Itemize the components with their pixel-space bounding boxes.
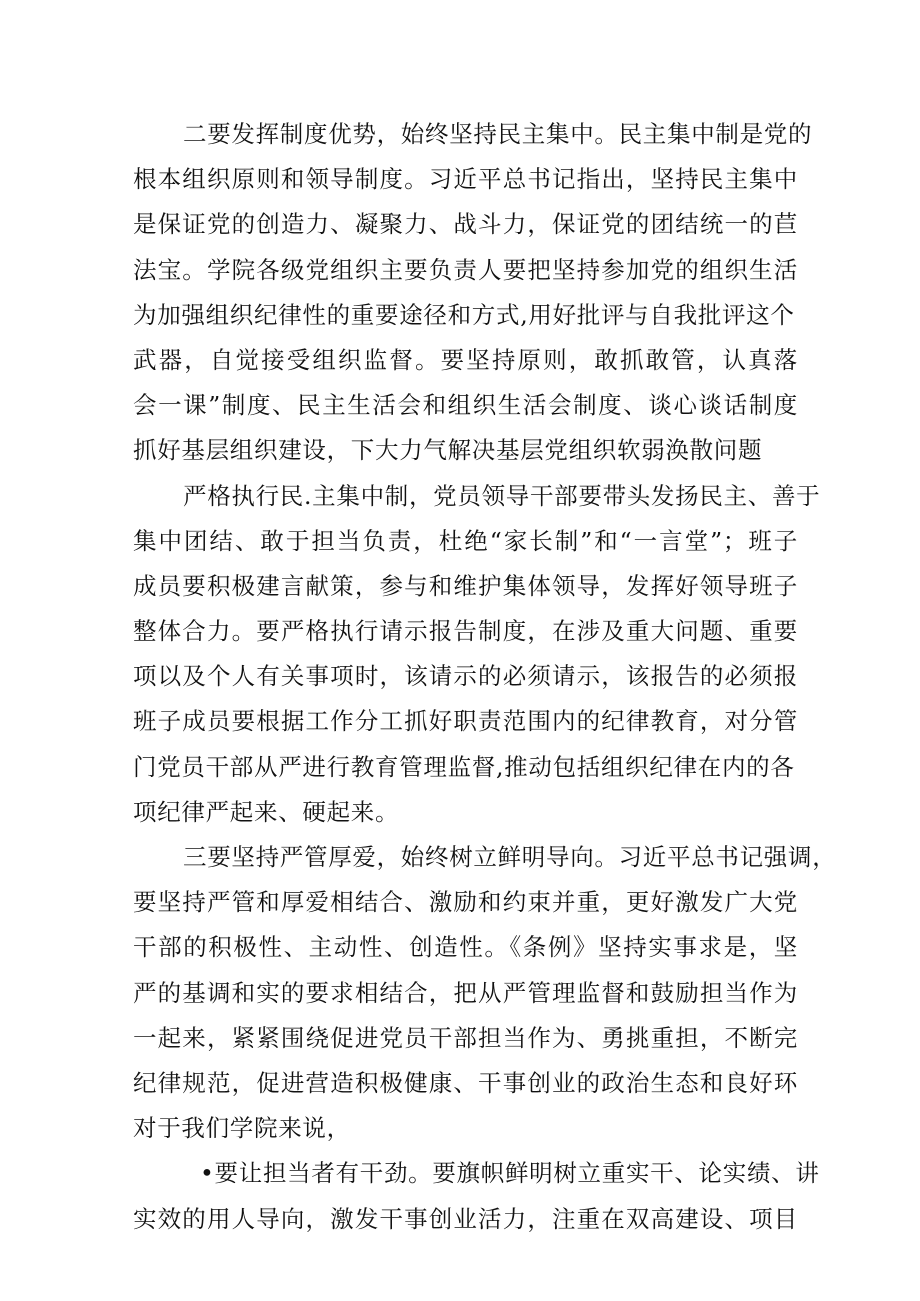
paragraph-3-line-7: 对于我们学院来说， <box>133 1114 351 1143</box>
paragraph-3-line-1: 三要坚持严管厚爱，始终树立鲜明导向。习近平总书记强调， <box>183 843 837 871</box>
paragraph-1-line-6: 武器，自觉接受组织监督。要坚持原则，敢抓敢管，认真落 <box>133 345 798 374</box>
document-body <box>133 112 837 1242</box>
paragraph-2-line-6: 班子成员要根据工作分工抓好职责范围内的纪律教育，对分管 <box>133 707 798 736</box>
paragraph-2-line-4: 整体合力。要严格执行请示报告制度，在涉及重大问题、重要 <box>133 617 798 646</box>
paragraph-1-line-2: 根本组织原则和领导制度。习近平总书记指出，坚持民主集中 <box>133 165 798 194</box>
paragraph-4-line-1: •要让担当者有干劲。要旗帜鲜明树立重实干、论实绩、讲 <box>200 1159 820 1188</box>
paragraph-2-line-7: 门党员干部从严进行教育管理监督,推动包括组织纪律在内的各 <box>133 752 795 781</box>
paragraph-3-line-5: 一起来，紧紧围绕促进党员干部担当作为、勇挑重担，不断完 <box>133 1023 798 1052</box>
paragraph-2-line-2: 集中团结、敢于担当负责，杜绝“家长制”和“一言堂”；班子 <box>133 526 798 555</box>
paragraph-3-line-3: 干部的积极性、主动性、创造性。《条例》坚持实事求是，坚 <box>133 933 798 962</box>
paragraph-3-line-6: 纪律规范，促进营造积极健康、干事创业的政治生态和良好环 <box>133 1068 798 1097</box>
paragraph-4-line-2: 实效的用人导向，激发干事创业活力，注重在双高建设、项目 <box>133 1204 798 1233</box>
paragraph-1-line-1: 二要发挥制度优势，始终坚持民主集中。民主集中制是党的 <box>183 120 813 148</box>
paragraph-2-line-8: 项纪律严起来、硬起来。 <box>133 797 400 826</box>
paragraph-3-line-4: 严的基调和实的要求相结合，把从严管理监督和鼓励担当作为 <box>133 978 798 1007</box>
paragraph-2-line-5: 项以及个人有关事项时，该请示的必须请示，该报告的必须报 <box>133 662 798 691</box>
paragraph-2-line-1: 严格执行民.主集中制，党员领导干部要带头发扬民主、善于 <box>183 481 821 510</box>
paragraph-1-line-4: 法宝。学院各级党组织主要负责人要把坚持参加党的组织生活 <box>133 255 798 284</box>
paragraph-1-line-7: 会一课”制度、民主生活会和组织生活会制度、谈心谈话制度 <box>133 391 798 420</box>
paragraph-1-line-5: 为加强组织纪律性的重要途径和方式,用好批评与自我批评这个 <box>133 300 795 329</box>
paragraph-2-line-3: 成员要积极建言献策，参与和维护集体领导，发挥好领导班子 <box>133 571 798 600</box>
paragraph-3-line-2: 要坚持严管和厚爱相结合、激励和约束并重，更好激发广大党 <box>133 888 798 917</box>
paragraph-1-line-8: 抓好基层组织建设，下大力气解决基层党组织软弱涣散问题 <box>133 436 763 465</box>
paragraph-1-line-3: 是保证党的创造力、凝聚力、战斗力，保证党的团结统一的苣 <box>133 210 798 239</box>
